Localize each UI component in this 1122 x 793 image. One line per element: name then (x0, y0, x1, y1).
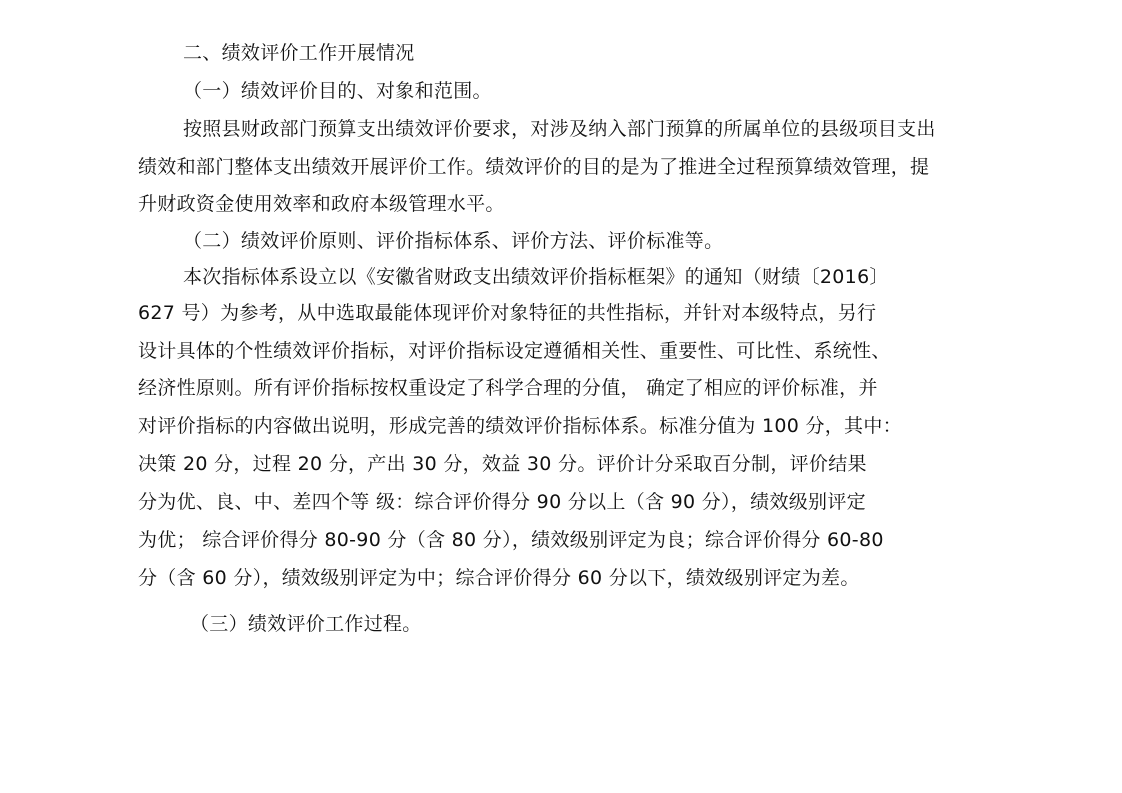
paragraph-line: 本次指标体系设立以《安徽省财政支出绩效评价指标框架》的通知（财绩〔2016〕 (183, 266, 889, 288)
paragraph-line: 分为优、良、中、差四个等 级：综合评价得分 90 分以上（含 90 分），绩效级别评定 (138, 491, 866, 513)
paragraph-line: 对评价指标的内容做出说明，形成完善的绩效评价指标体系。标准分值为 100 分，其中： (138, 415, 902, 437)
paragraph-line: 按照县财政部门预算支出绩效评价要求，对涉及纳入部门预算的所属单位的县级项目支出 (183, 118, 936, 140)
paragraph-line: 升财政资金使用效率和政府本级管理水平。 (138, 193, 505, 215)
subsection-title-3: （三）绩效评价工作过程。 (190, 613, 422, 635)
paragraph-line: 设计具体的个性绩效评价指标，对评价指标设定遵循相关性、重要性、可比性、系统性、 (138, 340, 891, 362)
paragraph-line: 为优； 综合评价得分 80-90 分（含 80 分），绩效级别评定为良；综合评价得分 60-80 (138, 529, 884, 551)
paragraph-line: 经济性原则。所有评价指标按权重设定了科学合理的分值， 确定了相应的评价标准，并 (138, 377, 878, 399)
paragraph-line: 627 号）为参考，从中选取最能体现评价对象特征的共性指标，并针对本级特点，另行 (138, 302, 877, 324)
paragraph-line: 分（含 60 分），绩效级别评定为中；综合评价得分 60 分以下，绩效级别评定为差。 (138, 567, 860, 589)
paragraph-line: 决策 20 分，过程 20 分，产出 30 分，效益 30 分。评价计分采取百分制，评价结果 (138, 453, 867, 475)
paragraph-line: 绩效和部门整体支出绩效开展评价工作。绩效评价的目的是为了推进全过程预算绩效管理，提 (138, 156, 930, 178)
subsection-title-2: （二）绩效评价原则、评价指标体系、评价方法、评价标准等。 (183, 230, 724, 252)
section-heading: 二、绩效评价工作开展情况 (183, 42, 415, 64)
subsection-title-1: （一）绩效评价目的、对象和范围。 (183, 80, 492, 102)
